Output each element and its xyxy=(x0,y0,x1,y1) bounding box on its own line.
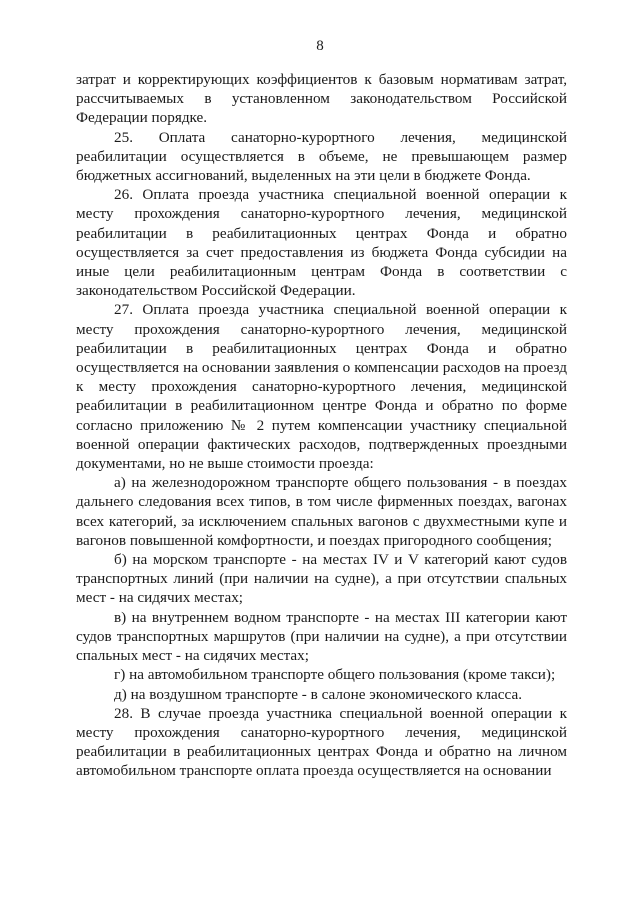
paragraph-27: 27. Оплата проезда участника специальной военной операции к месту прохождения санаторно-курортного лечения, медицинской реабилитации в реабилитационных центрах Фонда и обратно осуществляется на основании заявления о компенсации расходов на проезд к месту прохождения санаторно-курортного лечения, медицинской реабилитации в реабилитационном центре Фонда и обратно по форме согласно приложению № 2 путем компенсации участнику специальной военной операции фактических расходов, подтвержденных проездными документами, но не выше стоимости проезда: xyxy=(76,301,567,473)
list-item-v: в) на внутреннем водном транспорте - на местах III категории кают судов транспортных маршрутов (при наличии на судне), а при отсутствии спальных мест - на сидячих местах; xyxy=(76,608,567,665)
list-item-g: г) на автомобильном транспорте общего пользования (кроме такси); xyxy=(114,666,556,684)
paragraph-26: 26. Оплата проезда участника специальной военной операции к месту прохождения санаторно-курортного лечения, медицинской реабилитации в реабилитационных центрах Фонда и обратно осуществляется за счет предоставления из бюджета Фонда субсидии на иные цели реабилитационным центрам Фонда в соответствии с законодательством Российской Федерации. xyxy=(76,186,567,300)
paragraph-25: 25. Оплата санаторно-курортного лечения, медицинской реабилитации осуществляется в объеме, не превышающем размер бюджетных ассигнований, выделенных на эти цели в бюджете Фонда. xyxy=(76,128,567,185)
paragraph-28: 28. В случае проезда участника специальной военной операции к месту прохождения санаторно-курортного лечения, медицинской реабилитации в реабилитационных центрах Фонда и обратно на личном автомобильном транспорте оплата проезда осуществляется на основании xyxy=(76,704,567,780)
list-item-b: б) на морском транспорте - на местах IV и V категорий кают судов транспортных линий (при наличии на судне), а при отсутствии спальных мест - на сидячих местах; xyxy=(76,551,567,607)
page-number: 8 xyxy=(316,38,324,54)
list-item-d: д) на воздушном транспорте - в салоне экономического класса. xyxy=(114,685,522,703)
paragraph-continuation: затрат и корректирующих коэффициентов к базовым нормативам затрат, рассчитываемых в установленном законодательством Российской Федерации порядке. xyxy=(76,71,567,127)
document-body xyxy=(76,70,567,781)
list-item-a: а) на железнодорожном транспорте общего пользования - в поездах дальнего следования всех типов, в том числе фирменных поездах, вагонах всех категорий, за исключением спальных вагонов с двухместными купе и вагонов повышенной комфортности, и поездах пригородного сообщения; xyxy=(76,474,567,549)
